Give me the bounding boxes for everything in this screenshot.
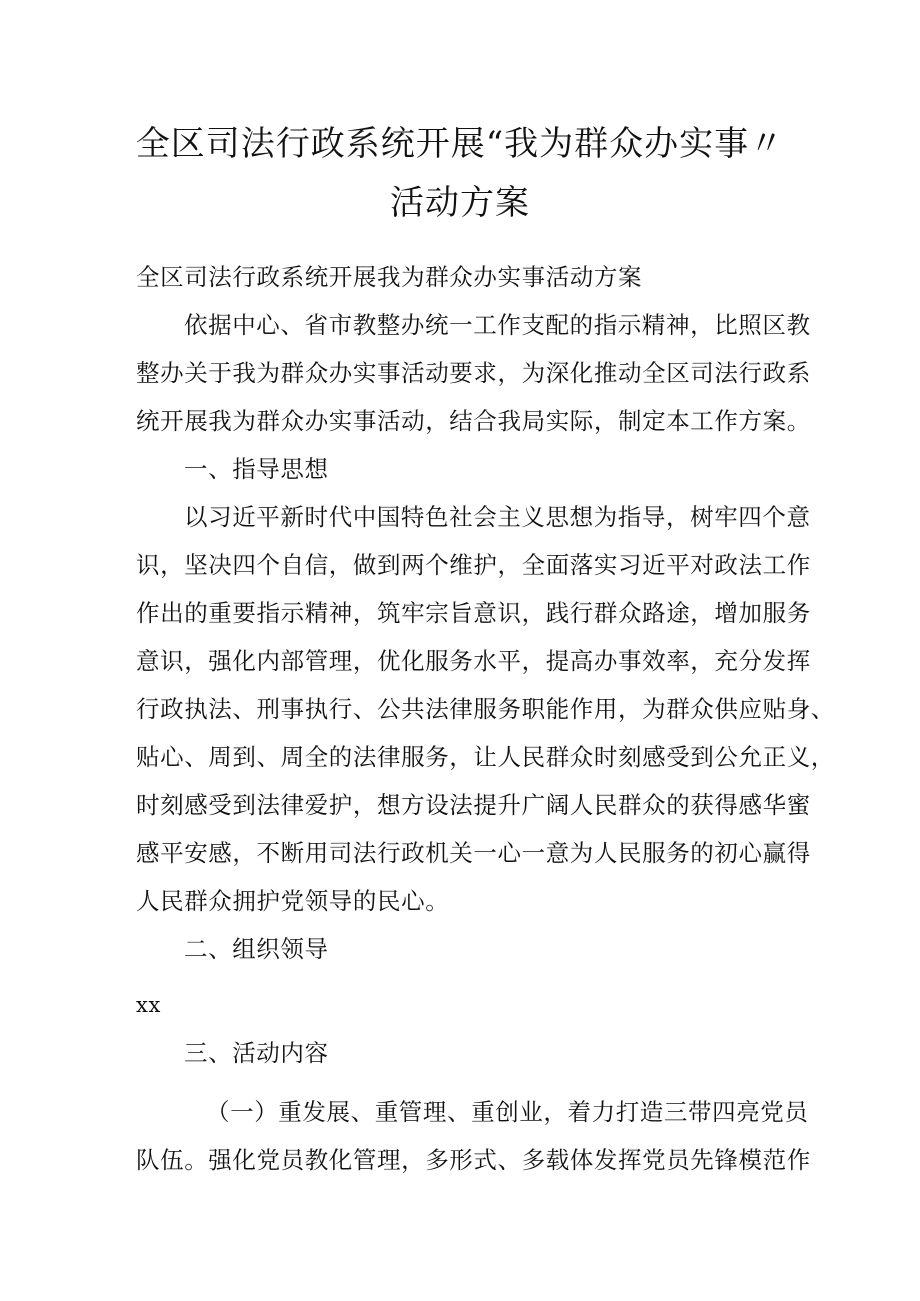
section-3-line-2: 队伍。强化党员教化管理，多形式、多载体发挥党员先锋模范作 (136, 1146, 811, 1174)
section-1-heading: 一、指导思想 (184, 455, 329, 483)
document-title-line-1: 全区司法行政系统开展“我为群众办实事〃 (135, 124, 785, 164)
section-1-line-6: 贴心、周到、周全的法律服务，让人民群众时刻感受到公允正义， (136, 743, 835, 771)
document-title-line-2: 活动方案 (390, 183, 530, 223)
intro-line-3: 统开展我为群众办实事活动，结合我局实际，制定本工作方案。 (136, 407, 811, 435)
section-2-body: xx (136, 993, 161, 1017)
section-3-line-1: （一）重发展、重管理、重创业，着力打造三带四亮党员 (206, 1098, 809, 1126)
section-1-line-7: 时刻感受到法律爱护，想方设法提升广阔人民群众的获得感华蜜 (136, 791, 811, 819)
section-1-line-4: 意识，强化内部管理，优化服务水平，提高办事效率，充分发挥 (136, 647, 811, 675)
intro-line-2: 整办关于我为群众办实事活动要求，为深化推动全区司法行政系 (136, 359, 811, 387)
section-3-heading: 三、活动内容 (184, 1039, 329, 1067)
section-1-line-3: 作出的重要指示精神，筑牢宗旨意识，践行群众路途，增加服务 (136, 599, 811, 627)
intro-line-1: 依据中心、省市教整办统一工作支配的指示精神，比照区教 (184, 311, 811, 339)
section-2-heading: 二、组织领导 (184, 935, 329, 963)
section-1-line-9: 人民群众拥护党领导的民心。 (136, 887, 450, 915)
section-1-line-1: 以习近平新时代中国特色社会主义思想为指导，树牢四个意 (184, 503, 811, 531)
document-subtitle: 全区司法行政系统开展我为群众办实事活动方案 (136, 263, 643, 291)
section-1-line-2: 识，坚决四个自信，做到两个维护，全面落实习近平对政法工作 (136, 551, 811, 579)
section-1-line-8: 感平安感，不断用司法行政机关一心一意为人民服务的初心赢得 (136, 839, 811, 867)
section-1-line-5: 行政执法、刑事执行、公共法律服务职能作用，为群众供应贴身、 (136, 695, 835, 723)
